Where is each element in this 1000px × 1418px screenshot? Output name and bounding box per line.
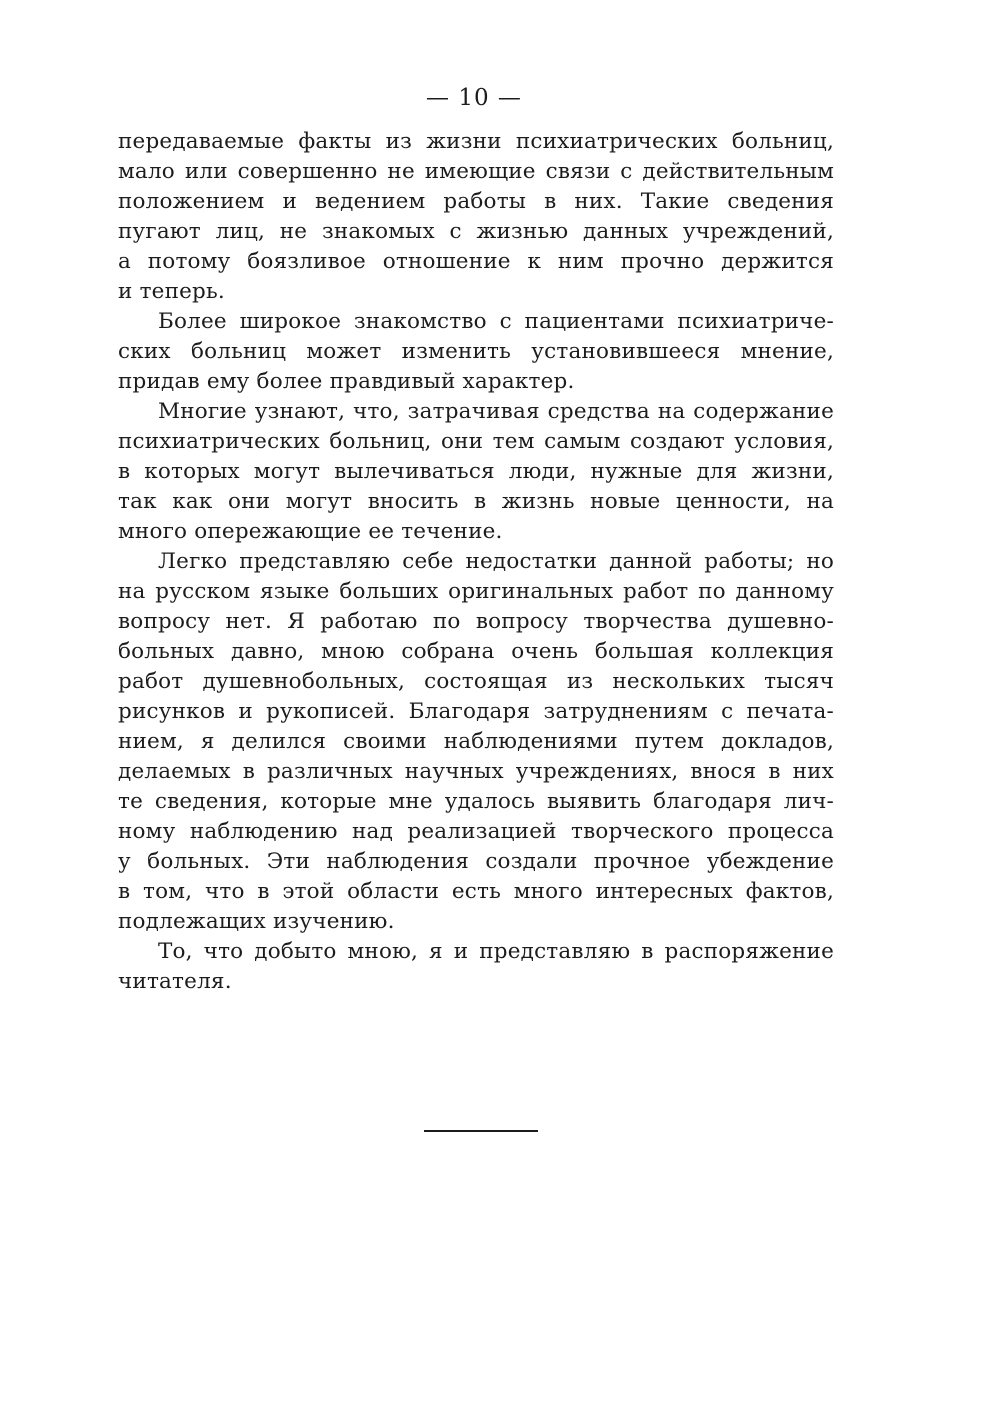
text-line: и теперь. bbox=[118, 279, 225, 304]
text-line: придав ему более правдивый характер. bbox=[118, 369, 575, 394]
text-line: у больных. Эти наблюдения создали прочное убеждение bbox=[118, 849, 834, 874]
text-line: психиатрических больниц, они тем самым создают условия, bbox=[118, 429, 834, 454]
text-line: вопросу нет. Я работаю по вопросу творчества душевно- bbox=[118, 609, 834, 634]
text-line: делаемых в различных научных учреждениях, внося в них bbox=[118, 759, 834, 784]
text-line: передаваемые факты из жизни психиатрических больниц, bbox=[118, 129, 834, 154]
text-line: в том, что в этой области есть много интересных фактов, bbox=[118, 879, 834, 904]
paragraph bbox=[118, 307, 834, 397]
body-text bbox=[118, 127, 834, 997]
text-line: подлежащих изучению. bbox=[118, 909, 395, 934]
text-line: читателя. bbox=[118, 969, 232, 994]
paragraph bbox=[118, 547, 834, 937]
page-number: — 10 — bbox=[426, 85, 522, 111]
text-line: То, что добыто мною, я и представляю в распоряжение bbox=[158, 939, 834, 964]
text-line: больных давно, мною собрана очень большая коллекция bbox=[118, 639, 834, 664]
text-line: много опережающие ее течение. bbox=[118, 519, 503, 544]
text-line: пугают лиц, не знакомых с жизнью данных учреждений, bbox=[118, 219, 834, 244]
text-line: Многие узнают, что, затрачивая средства на содержание bbox=[158, 399, 834, 424]
section-end-rule bbox=[424, 1130, 538, 1132]
text-line: Легко представляю себе недостатки данной работы; но bbox=[158, 549, 834, 574]
text-line: на русском языке больших оригинальных работ по данному bbox=[118, 579, 834, 604]
paragraph bbox=[118, 937, 834, 997]
text-line: так как они могут вносить в жизнь новые ценности, на bbox=[118, 489, 834, 514]
paragraph bbox=[118, 397, 834, 547]
text-line: мало или совершенно не имеющие связи с действительным bbox=[118, 159, 834, 184]
text-line: положением и ведением работы в них. Такие сведения bbox=[118, 189, 834, 214]
text-line: рисунков и рукописей. Благодаря затруднениям с печата- bbox=[118, 699, 834, 724]
text-line: ному наблюдению над реализацией творческого процесса bbox=[118, 819, 834, 844]
paragraph bbox=[118, 127, 834, 307]
text-line: нием, я делился своими наблюдениями путем докладов, bbox=[118, 729, 834, 754]
text-line: Более широкое знакомство с пациентами психиатриче- bbox=[158, 309, 834, 334]
text-line: работ душевнобольных, состоящая из нескольких тысяч bbox=[118, 669, 834, 694]
text-line: в которых могут вылечиваться люди, нужные для жизни, bbox=[118, 459, 834, 484]
text-line: те сведения, которые мне удалось выявить благодаря лич- bbox=[118, 789, 834, 814]
text-line: ских больниц может изменить установившееся мнение, bbox=[118, 339, 834, 364]
text-line: а потому боязливое отношение к ним прочно держится bbox=[118, 249, 834, 274]
